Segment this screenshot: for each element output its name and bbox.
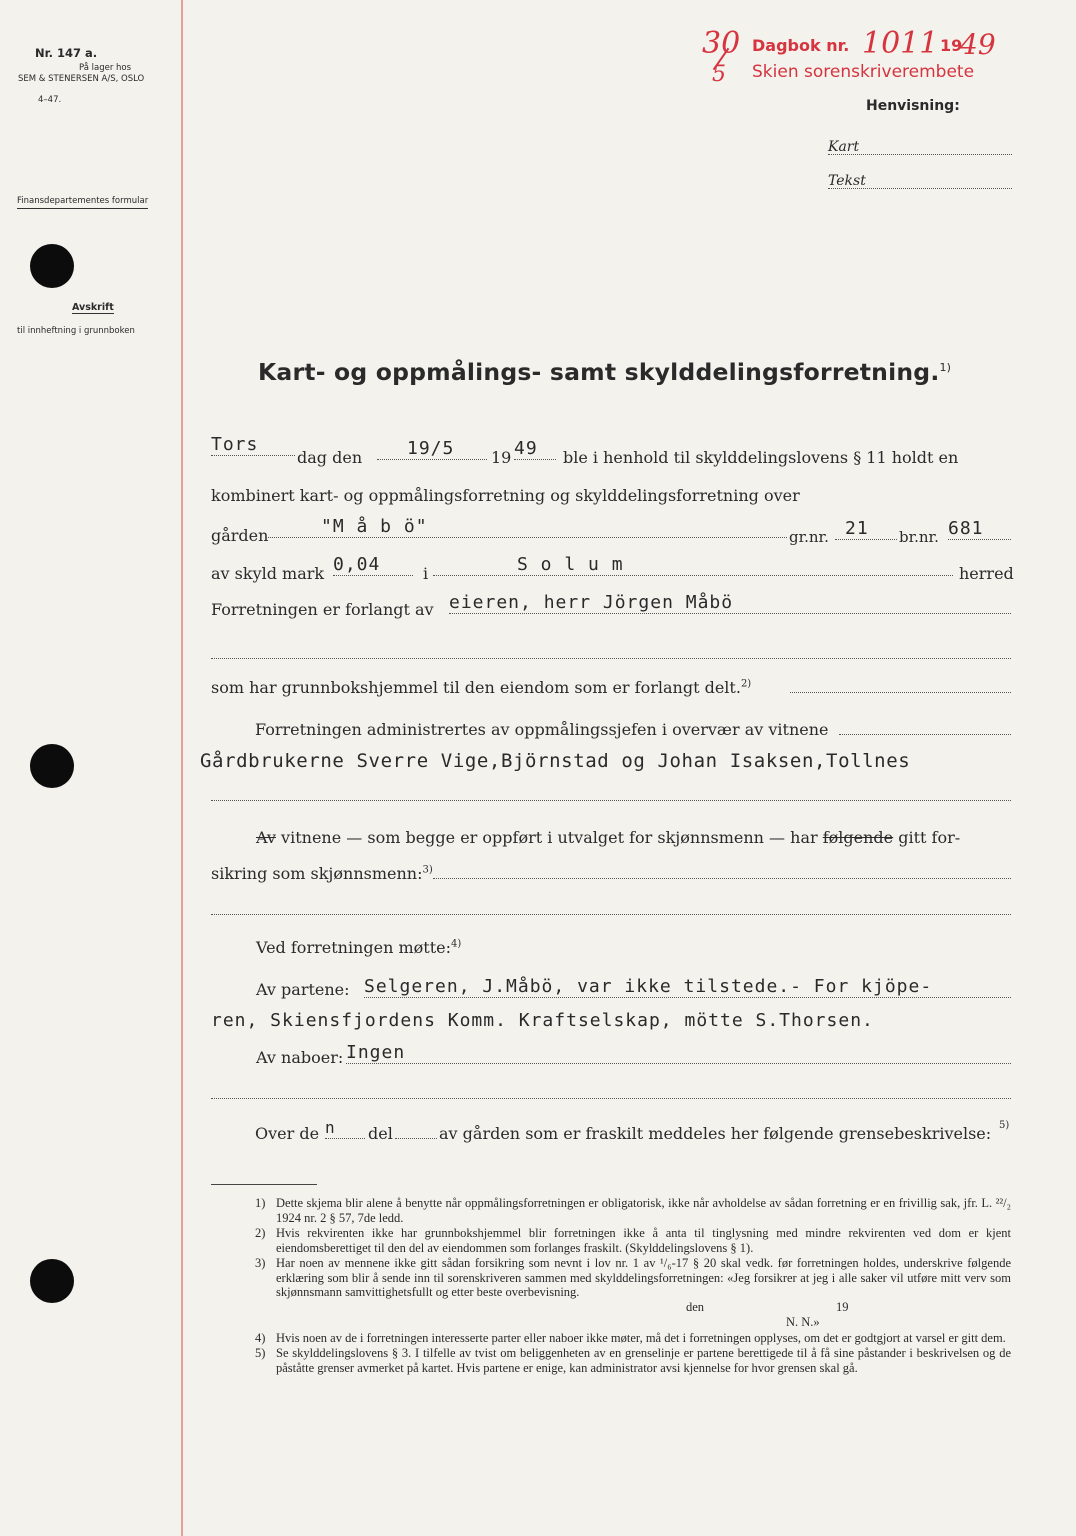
footnote-3 [255, 1256, 1011, 1330]
henvisning-label: Henvisning: [866, 98, 960, 114]
copy-label: Avskrift [72, 302, 114, 313]
publisher-line1: På lager hos [78, 63, 132, 73]
ministry-label: Finansdepartementes formular [17, 196, 148, 209]
form-header [18, 46, 175, 106]
brnr-value: 681 [948, 518, 1011, 540]
footnote-mark: 5) [255, 1346, 266, 1360]
stamp-date-day: 30 [702, 26, 741, 61]
page-title [258, 358, 951, 386]
title-footnote-ref: 1) [939, 361, 952, 375]
footnote-mark: 4) [255, 1330, 266, 1345]
footnote-rule [211, 1184, 317, 1185]
witness-row-2 [211, 864, 1011, 883]
footnote-text: Hvis rekvirenten ikke har grunnbokshjemmel blir forretningen ikke å anta til tinglysning med mindre rekvirenten ved dom er kjent eiendomsberettiget til den del av eiendommen som forlanges fraskilt. (Skylddelingslovens § 1). [276, 1226, 1011, 1255]
admin-fill [839, 734, 1011, 735]
footnote-mark: 3) [255, 1256, 266, 1270]
witness-fill [433, 878, 1011, 879]
stamp-year-prefix: 19 [940, 36, 963, 55]
witnesses-typed: Gårdbrukerne Sverre Vige,Björnstad og Johan Isaksen,Tollnes [200, 750, 911, 772]
i-label: i [423, 564, 429, 583]
signature-line [276, 1300, 1011, 1330]
over-note: 5) [999, 1120, 1010, 1131]
blank-line-4 [211, 1098, 1011, 1099]
footnote-text: Hvis noen av de i forretningen interesserte parter eller naboer ikke møter, må det i forretningen opplyses, om det er godtgjort at varsel er gitt dem. [276, 1330, 1006, 1345]
footnote-2 [255, 1226, 1011, 1255]
signature-nn: N. N.» [786, 1314, 820, 1329]
over-a: Over de [255, 1124, 320, 1143]
tekst-line [828, 170, 1012, 189]
skyld-label: av skyld mark [211, 564, 325, 583]
stamp-dagbok-number: 1011 [862, 26, 939, 61]
signature-year: 19 [836, 1299, 849, 1314]
signature-den: den [686, 1299, 705, 1314]
requested-label: Forretningen er forlangt av [211, 600, 434, 619]
stamp-office: Skien sorenskriverembete [752, 62, 975, 82]
copy-sub: til innheftning i grunnboken [17, 326, 135, 336]
footnote-text: Se skylddelingslovens § 3. I tilfelle av tvist om beliggenheten av en grenselinje er partene berettigede til å få sine påstander i beskrivelsen og de påståtte grenser avmerket på kartet. Hvis partene er enige, kan administrator avsi kjennelse for hvor grensen skal gå. [276, 1346, 1011, 1375]
neighbors-label: Av naboer: [256, 1048, 344, 1067]
stamp-date-month: 5 [712, 62, 726, 87]
footnote-text: Har noen av mennene ikke gitt sådan forsikring som nevnt i lov nr. 1 av ¹/₆-17 § 20 skal vedk. før forretningen holdes, underskrive følgende erklæring som blir å sende inn til sorenskriveren sammen med skylddelingsforretningen: «Jeg forsikrer at jeg i alle saker vil utføre mitt verv som skjønnsmann samvittighetsfullt og etter beste overbevisning. [276, 1256, 1011, 1299]
herred-label: herred [959, 564, 1014, 583]
form-number: Nr. 147 a. [35, 46, 98, 60]
footnote-mark: 1) [255, 1196, 266, 1210]
admin-text: Forretningen administrertes av oppmålingssjefen i overvær av vitnene [255, 720, 829, 739]
publisher-line2: SEM & STENERSEN A/S, OSLO [18, 74, 145, 84]
blank-line-2 [211, 800, 1011, 801]
margin-line [181, 0, 183, 1536]
over-b-line [395, 1138, 437, 1139]
witness-text-a: vitnene — som begge er oppført i utvalget for skjønnsmenn — har [281, 828, 818, 847]
met-note: 4) [450, 938, 462, 950]
punch-hole-middle [30, 744, 74, 788]
footnote-5 [255, 1346, 1011, 1375]
over-n: n [325, 1118, 336, 1137]
over-c: av gården som er fraskilt meddeles her følgende grensebeskrivelse: [439, 1124, 992, 1143]
footnotes [255, 1196, 1011, 1375]
witness-av-struck: Av [256, 828, 276, 847]
title-text: Kart- og oppmålings- samt skylddelingsforretning. [258, 358, 940, 386]
witness-struck: følgende [822, 828, 894, 847]
grnr-value: 21 [835, 518, 897, 540]
footnote-1 [255, 1196, 1011, 1225]
over-b: del [368, 1124, 393, 1143]
weekday-suffix: dag den [297, 448, 363, 467]
requested-by: eieren, herr Jörgen Måbö [449, 592, 1011, 614]
admin-row [255, 720, 1011, 739]
weekday-typed: Tors [211, 434, 295, 456]
over-n-line [325, 1138, 365, 1139]
footnote-mark: 2) [255, 1226, 266, 1240]
grnr-label: gr.nr. [789, 528, 829, 546]
hjemmel-text: som har grunnbokshjemmel til den eiendom som er forlangt delt. [211, 678, 741, 697]
punch-hole-top [30, 244, 74, 288]
brnr-label: br.nr. [899, 528, 939, 546]
tekst-label: Tekst [828, 173, 866, 189]
date-typed: 19/5 [377, 438, 487, 460]
farm-label: gården [211, 526, 269, 545]
met-text: Ved forretningen møtte: [256, 938, 451, 957]
sentence1-rest: ble i henhold til skylddelingslovens § 11 holdt en [563, 448, 959, 467]
sentence1-line2: kombinert kart- og oppmålingsforretning og skylddelingsforretning over [211, 486, 800, 505]
kart-label: Kart [828, 139, 860, 155]
year-typed: 49 [514, 438, 556, 460]
met-row [256, 938, 1056, 957]
punch-hole-bottom [30, 1259, 74, 1303]
footnote-4 [255, 1331, 1011, 1346]
neighbors-value: Ingen [346, 1042, 1011, 1064]
kart-line [828, 136, 1012, 155]
hjemmel-note: 2) [740, 678, 752, 690]
blank-line-3 [211, 914, 1011, 915]
stamp-dagbok-label: Dagbok nr. [752, 36, 850, 55]
parties-label: Av partene: [256, 980, 350, 999]
skyld-value: 0,04 [333, 554, 413, 576]
publisher-date: 4–47. [38, 95, 62, 105]
year-prefix: 19 [491, 448, 512, 467]
farm-name: "M å b ö" [265, 516, 787, 538]
hjemmel-fill [790, 692, 1011, 693]
municipality: S o l u m [433, 554, 953, 576]
witness-row [256, 828, 1011, 847]
parties-line2: ren, Skiensfjordens Komm. Kraftselskap, mötte S.Thorsen. [211, 1010, 874, 1031]
blank-line-1 [211, 658, 1011, 659]
stamp-year-suffix: 49 [960, 28, 996, 61]
witness-text-b: gitt for- [898, 828, 961, 847]
witness-note: 3) [422, 864, 433, 876]
witness-text-c: sikring som skjønnsmenn: [211, 864, 423, 883]
parties-line1: Selgeren, J.Måbö, var ikke tilstede.- For kjöpe- [364, 976, 1011, 998]
hjemmel-row [211, 678, 1011, 697]
footnote-text: Dette skjema blir alene å benytte når oppmålingsforretningen er obligatorisk, ikke når avholdelse av sådan forretning er en frivillig sak, jfr. L. ²²/₂ 1924 nr. 2 § 57, 7de ledd. [276, 1196, 1011, 1225]
